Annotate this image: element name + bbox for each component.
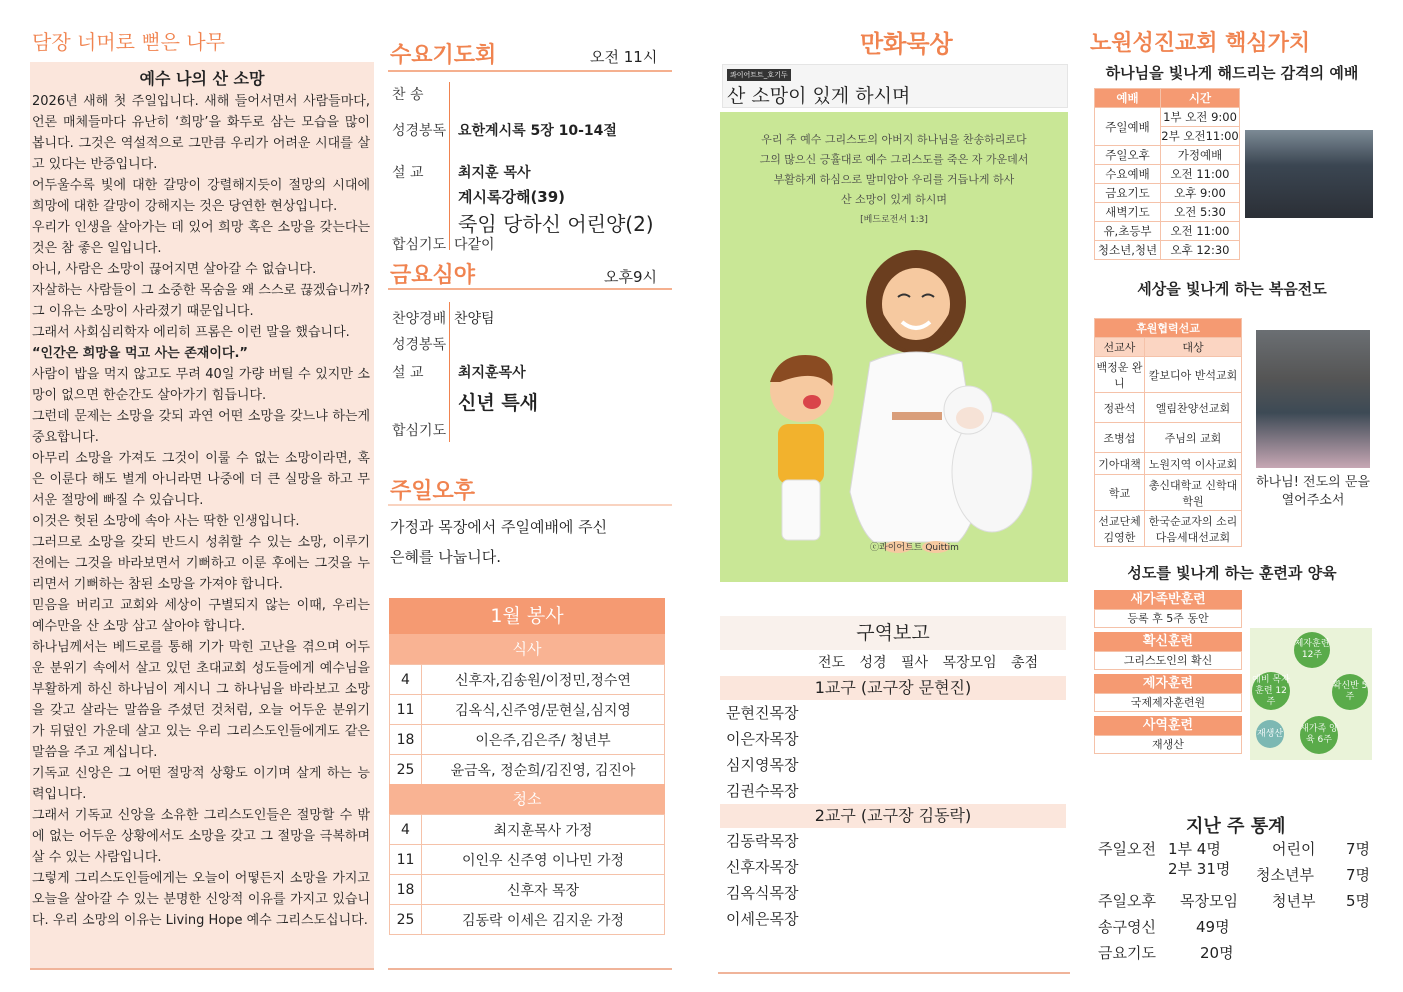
evangelism-photo bbox=[1256, 330, 1370, 468]
stat-label: 송구영신 bbox=[1098, 918, 1156, 936]
paragraph: 사람이 밥을 먹지 않고도 무려 40일 가량 버틸 수 있지만 소망이 없으면 한순간도 살아가기 힘듭니다. bbox=[32, 367, 370, 403]
stat-label: 어린이 bbox=[1272, 840, 1316, 858]
divider bbox=[388, 968, 672, 970]
list-item: 김옥식목장 bbox=[726, 884, 799, 902]
paragraph: 그래서 기독교 신앙을 소유한 그리스도인들은 절망할 수 밖에 없는 어두운 상황에서도 소망을 갖고 그 절망을 극복하며 살 수 있는 사람입니다. bbox=[32, 808, 370, 865]
meal-table bbox=[389, 664, 665, 785]
service-title: 1월 봉사 bbox=[389, 598, 665, 634]
article-heading: 예수 나의 산 소망 bbox=[139, 69, 265, 88]
district-1-header: 1교구 (교구장 문현진) bbox=[720, 676, 1066, 700]
paragraph: 그러므로 소망을 갖되 반드시 성취할 수 있는 소망, 이루기 전에는 그것을 바라보면서 기뻐하고 이룬 후에는 그것을 누리면서 기뻐하는 참된 소망을 가져야 합니다. bbox=[32, 535, 370, 592]
list-item: 문현진목장 bbox=[726, 704, 799, 722]
table-row: 주일오후 가정예배 bbox=[1095, 146, 1240, 165]
sunpm-title: 주일오후 bbox=[390, 479, 476, 504]
jesus-illustration bbox=[720, 242, 1068, 582]
district-2-header: 2교구 (교구장 김동락) bbox=[720, 804, 1066, 828]
fri-title: 금요심야 bbox=[390, 263, 476, 288]
diagram-node: 새가족 양육 6주 bbox=[1300, 716, 1338, 754]
table-row: 청소년,청년 오후 12:30 bbox=[1095, 241, 1240, 260]
comic-verse: 우리 주 예수 그리스도의 아버지 하나님을 찬송하리로다 그의 많으신 긍휼대로 예수 그리스도를 죽은 자 가운데서 부활하게 하심으로 말미암아 우리를 거듭나게 하사 산 소망이 있게 하시며 [베드로전서 1:3] bbox=[759, 133, 1029, 225]
diagram-node: 재생산 bbox=[1256, 720, 1284, 748]
paragraph: 자살하는 사람들이 그 소중한 목숨을 왜 스스로 끊겠습니까? 그 이유는 소망이 사라졌기 때문입니다. bbox=[32, 283, 370, 319]
list-item: 이세은목장 bbox=[726, 910, 799, 928]
comic-badge: 콰이어트트_호기두 bbox=[727, 69, 791, 81]
paragraph: 아무리 소망을 가져도 그것이 이룰 수 없는 소망이라면, 혹은 이룬다 해도 별게 아니라면 나중에 더 큰 실망을 하고 무서운 절망에 빠질 수 있습니다. bbox=[32, 451, 370, 508]
comic-copyright: ⓒ콰이어트트 Quittim bbox=[870, 543, 959, 553]
comic-card bbox=[722, 64, 1068, 108]
paragraph: 우리가 인생을 살아가는 데 있어 희망 혹은 소망을 갖는다는 것은 참 좋은 일입니다. bbox=[32, 220, 370, 256]
table-row: 학교 총신대학교 신학대학원 bbox=[1095, 475, 1242, 511]
divider bbox=[718, 972, 1070, 974]
stats-title: 지난 주 통계 bbox=[1186, 816, 1286, 837]
stat-value: 2부 31명 bbox=[1168, 860, 1231, 878]
quote: “인간은 희망을 먹고 사는 존재이다.” bbox=[32, 346, 248, 361]
table-row: 4 최지훈목사 가정 bbox=[390, 815, 665, 845]
wed-title: 수요기도회 bbox=[390, 43, 497, 68]
paragraph: 이것은 헛된 소망에 속아 사는 딱한 인생입니다. bbox=[32, 514, 300, 529]
list-item: 김권수목장 bbox=[726, 782, 799, 800]
stat-value: 1부 4명 bbox=[1168, 840, 1221, 858]
list-item: 신후자목장 bbox=[726, 858, 799, 876]
table-row: 정관석 엘림찬양선교회 bbox=[1095, 393, 1242, 423]
diagram-node: 확신반 5주 bbox=[1332, 674, 1368, 710]
stat-label: 청년부 bbox=[1272, 892, 1316, 910]
comic-title: 만화묵상 bbox=[860, 30, 953, 58]
stat-label: 금요기도 bbox=[1098, 944, 1156, 962]
district-columns: 전도 성경 필사 목장모임 총점 bbox=[818, 655, 1039, 671]
list-item: 이은자목장 bbox=[726, 730, 799, 748]
stat-value: 5명 bbox=[1346, 892, 1371, 910]
table-row: 18 신후자 목장 bbox=[390, 875, 665, 905]
table-row: 11 김옥식,신주영/문현실,심지영 bbox=[390, 695, 665, 725]
table-row: 수요예배 오전 11:00 bbox=[1095, 165, 1240, 184]
paragraph: 아니, 사람은 소망이 끊어지면 살아갈 수 없습니다. bbox=[32, 262, 317, 277]
list-item: 심지영목장 bbox=[726, 756, 799, 774]
article-body bbox=[30, 91, 374, 931]
comic-caption: 산 소망이 있게 하시며 bbox=[727, 85, 911, 107]
paragraph: 그렇게 그리스도인들에게는 오늘이 어떻든지 소망을 가지고 오늘을 살아갈 수 있는 분명한 신앙적 이유를 가지고 있습니다. 우리 소망의 이유는 Living Hope 예수 그리스도십니다. bbox=[32, 871, 370, 928]
wed-time: 오전 11시 bbox=[590, 48, 658, 66]
paragraph: 하나님께서는 베드로를 통해 기가 막힌 고난을 겪으며 어두운 분위기 속에서 살고 있던 초대교회 성도들에게 예수님을 부활하게 하신 하나님이 계시니 그 하나님을 바라보고 소망을 갖고 살라는 말씀을 주셨던 것처럼, 오늘 어두운 분위기가 뒤덮인 가운데 살고 있는 우리 그리스도인들에게도 같은 말씀을 주고 계십니다. bbox=[32, 640, 370, 760]
list-item: 김동락목장 bbox=[726, 832, 799, 850]
paragraph: 기독교 신앙은 그 어떤 절망적 상황도 이기며 살게 하는 능력입니다. bbox=[32, 766, 370, 802]
table-row: 주일예배 1부 오전 9:00 bbox=[1095, 108, 1240, 127]
stat-value: 20명 bbox=[1200, 944, 1234, 962]
table-row: 유,초등부 오전 11:00 bbox=[1095, 222, 1240, 241]
worship-table: 예배 시간 주일예배 1부 오전 9:00 2부 오전11:00 주일오후 가정예배 수요예배 오전 11:00 금요기도 오후 9:00 새벽기도 오전 5:30 유,초등부 오전 11:00 청소년,청년 오후 12:30 bbox=[1094, 88, 1240, 260]
table-row: 4 신후자,김송원/이정민,정수연 bbox=[390, 665, 665, 695]
table-row: 백정운 완 니 칼보디아 반석교회 bbox=[1095, 357, 1242, 393]
stat-label: 주일오후 bbox=[1098, 892, 1156, 910]
stat-value: 7명 bbox=[1346, 840, 1371, 858]
worship-photo bbox=[1245, 130, 1373, 218]
table-row: 25 김동락 이세은 김지운 가정 bbox=[390, 905, 665, 935]
table-row: 11 이인우 신주영 이나민 가정 bbox=[390, 845, 665, 875]
mission-table: 후원협력선교 선교사 대상 백정운 완 니 칼보디아 반석교회 정관석 엘림찬양선교회 조병섭 주님의 교회 기아대책 노원지역 이사교회 학교 총신대학교 신학대학원 선교단체 김영한 한국순교자의 소리 다음세대선교회 bbox=[1094, 318, 1242, 547]
training-title: 성도를 빛나게 하는 훈련과 양육 bbox=[1127, 564, 1337, 582]
paragraph: 그런데 문제는 소망을 갖되 과연 어떤 소망을 갖느냐 하는게 중요합니다. bbox=[32, 409, 370, 445]
stat-value: 7명 bbox=[1346, 866, 1371, 884]
district-title: 구역보고 bbox=[720, 616, 1066, 650]
table-row: 18 이은주,김은주/ 청년부 bbox=[390, 725, 665, 755]
paragraph: 어두울수록 빛에 대한 갈망이 강렬해지듯이 절망의 시대에 희망에 대한 갈망이 강해지는 것은 당연한 현상입니다. bbox=[32, 178, 370, 214]
clean-header: 청소 bbox=[389, 784, 665, 814]
sunpm-text: 가정과 목장에서 주일예배에 주신 bbox=[390, 518, 608, 536]
fri-time: 오후9시 bbox=[604, 268, 658, 286]
divider bbox=[388, 70, 672, 72]
divider bbox=[388, 288, 672, 290]
sunpm-text: 은혜를 나눕니다. bbox=[390, 548, 501, 566]
table-row: 25 윤금옥, 정순희/김진영, 김진아 bbox=[390, 755, 665, 785]
stat-value: 49명 bbox=[1196, 918, 1230, 936]
worship-title: 하나님을 빛나게 해드리는 감격의 예배 bbox=[1105, 64, 1359, 82]
photo-caption: 하나님! 전도의 문을 열어주소서 bbox=[1256, 475, 1370, 508]
meal-header: 식사 bbox=[389, 634, 665, 664]
training-block: 새가족반훈련 등록 후 5주 동안 확신훈련 그리스도인의 확신 제자훈련 국제제자훈련원 사역훈련 재생산 bbox=[1094, 590, 1242, 754]
clean-table bbox=[389, 814, 665, 935]
diagram-node: 예비 목자훈련 12주 bbox=[1252, 672, 1290, 710]
table-row: 2부 오전11:00 bbox=[1095, 127, 1240, 146]
mission-title: 세상을 빛나게 하는 복음전도 bbox=[1137, 280, 1327, 298]
divider bbox=[388, 504, 672, 506]
table-row: 기아대책 노원지역 이사교회 bbox=[1095, 453, 1242, 475]
divider bbox=[30, 968, 374, 970]
paragraph: 그래서 사회심리학자 에리히 프롬은 이런 말을 했습니다. bbox=[32, 325, 350, 340]
comic-illustration bbox=[720, 112, 1068, 582]
stat-label: 목장모임 bbox=[1180, 892, 1238, 910]
table-row: 조병섭 주님의 교회 bbox=[1095, 423, 1242, 453]
table-row: 선교단체 김영한 한국순교자의 소리 다음세대선교회 bbox=[1095, 511, 1242, 547]
paragraph: 믿음을 버리고 교회와 세상이 구별되지 않는 이때, 우리는 예수만을 산 소망 삼고 살아야 합니다. bbox=[32, 598, 370, 634]
table-row: 금요기도 오후 9:00 bbox=[1095, 184, 1240, 203]
core-title: 노원성진교회 핵심가치 bbox=[1090, 31, 1311, 56]
table-row: 새벽기도 오전 5:30 bbox=[1095, 203, 1240, 222]
training-cycle-diagram bbox=[1250, 628, 1372, 760]
paragraph: 2026년 새해 첫 주일입니다. 새해 들어서면서 사람들마다, 언론 매체들마다 유난히 ‘희망’을 화두로 삼는 모습을 많이 봅니다. 그것은 역설적으로 그만큼 우리가 어려운 시대를 살고 있다는 반증입니다. bbox=[32, 94, 370, 172]
stat-label: 청소년부 bbox=[1256, 866, 1314, 884]
column-article bbox=[30, 62, 374, 968]
stat-label: 주일오전 bbox=[1098, 840, 1156, 858]
column-title: 담장 너머로 뻗은 나무 bbox=[32, 30, 225, 54]
diagram-node: 제자훈련 12주 bbox=[1294, 632, 1330, 668]
